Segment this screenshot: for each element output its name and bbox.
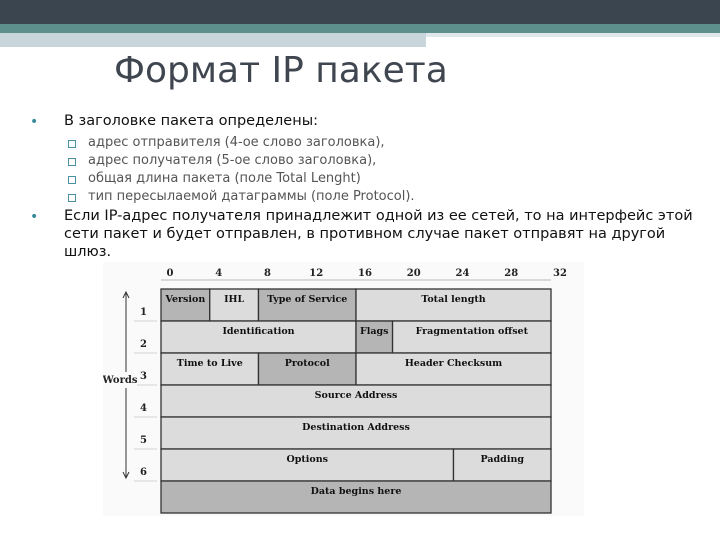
field-label: Total length [421,294,486,305]
top-banner-teal [0,24,720,33]
bit-label: 12 [309,268,324,279]
field-label: Source Address [314,390,398,401]
field-label: Protocol [284,358,330,369]
sub-bullet-item [30,134,690,152]
top-banner-light-thin [426,33,720,37]
sub-bullet-text: тип пересылаемой датаграммы (поле Protocol). [88,189,415,204]
field-label: Time to Live [176,358,243,369]
bullet-text: Если IP-адрес получателя принадлежит одной из ее сетей, то на интерфейс этой сети пакет и будет отправлен, в противном случае пакет отправят на другой шлюз. [64,208,693,260]
bullet-text: В заголовке пакета определены: [64,113,319,129]
field-label: Identification [222,326,295,337]
field-label: Flags [360,326,389,337]
bullet-list [30,112,693,265]
top-banner-light [0,33,426,47]
bit-label: 28 [504,268,519,279]
bullet-item [30,112,690,130]
field-label: Destination Address [302,422,410,433]
word-number-label: 5 [140,435,147,446]
bit-label: 4 [215,268,223,279]
top-banner-dark [0,0,720,24]
square-bullet-icon [68,140,76,148]
field-label: Header Checksum [404,358,503,369]
field-label: Options [286,454,329,465]
sub-bullet-text: адрес получателя (5-ое слово заголовка), [88,153,377,168]
slide-title: Формат IP пакета [114,50,448,91]
bit-label: 16 [358,268,372,279]
sub-bullet-text: адрес отправителя (4-ое слово заголовка), [88,135,385,150]
ip-header-diagram [103,262,584,516]
bit-label: 20 [406,268,421,279]
bullet-dot-icon: • [30,209,39,225]
field-label: Data begins here [310,486,402,497]
word-number-label: 4 [140,403,147,414]
square-bullet-icon [68,158,76,166]
words-axis-label: Words [103,375,138,386]
sub-bullet-item [30,152,690,170]
field-label: IHL [224,294,245,305]
field-label: Fragmentation offset [415,326,528,337]
bit-label: 32 [553,268,567,279]
field-label: Type of Service [267,294,348,305]
bullet-dot-icon: • [30,114,39,130]
word-number-label: 3 [140,371,147,382]
field-label: Padding [480,454,524,465]
word-number-label: 2 [140,339,147,350]
bullet-item [30,207,704,261]
word-number-label: 6 [140,467,147,478]
square-bullet-icon [68,176,76,184]
sub-bullet-item [30,188,690,206]
sub-bullet-item [30,170,690,188]
bit-label: 24 [455,268,470,279]
square-bullet-icon [68,194,76,202]
field-label: Version [165,294,206,305]
sub-bullet-text: общая длина пакета (поле Total Lenght) [88,171,361,186]
bit-label: 8 [264,268,271,279]
word-number-label: 1 [140,307,147,318]
bit-label: 0 [166,268,174,279]
